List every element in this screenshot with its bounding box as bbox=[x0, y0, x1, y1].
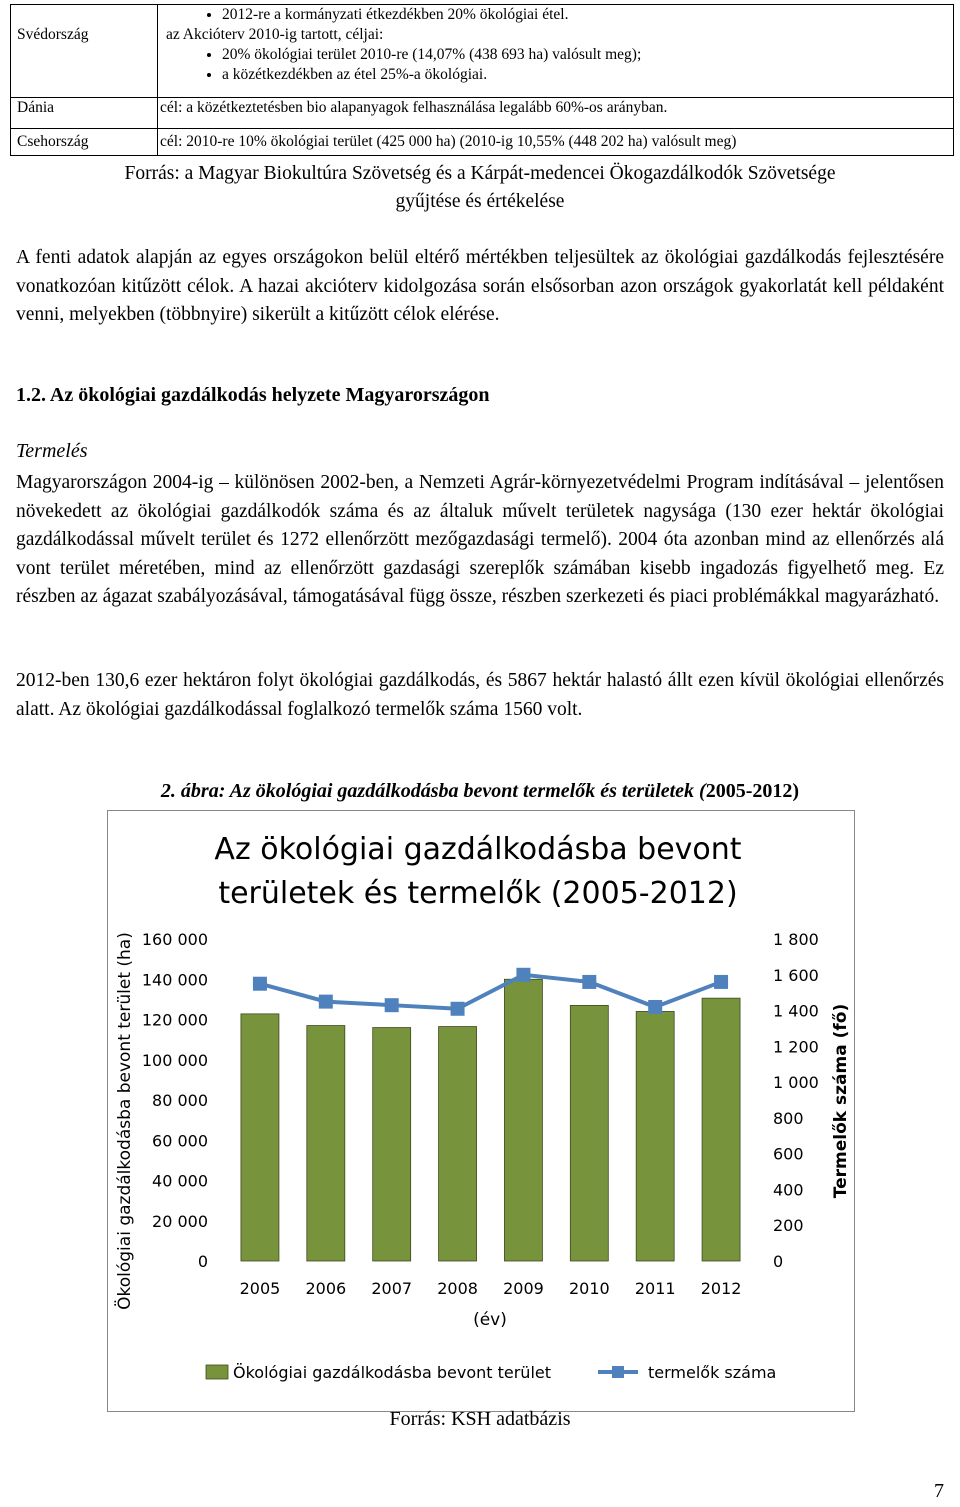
x-tick-label: 2012 bbox=[700, 1279, 742, 1298]
source-line: Forrás: a Magyar Biokultúra Szövetség és a Kárpát-medencei Ökogazdálkodók Szövetsége bbox=[124, 163, 836, 184]
bar bbox=[373, 1028, 411, 1261]
x-tick-label: 2006 bbox=[305, 1279, 347, 1298]
line-point bbox=[253, 977, 267, 991]
goal-bullet: • 2012-re a kormányzati étkezdékben 20% ökológiai étel. bbox=[222, 5, 953, 25]
legend-line-marker bbox=[612, 1366, 624, 1378]
plot-area bbox=[142, 930, 819, 1298]
line-point bbox=[385, 998, 399, 1012]
y-right-tick-label: 400 bbox=[773, 1180, 804, 1200]
y-left-tick-label: 20 000 bbox=[152, 1211, 208, 1231]
bar bbox=[504, 979, 542, 1261]
chart-title-line-1: Az ökológiai gazdálkodásba bevont bbox=[214, 832, 742, 867]
bar bbox=[570, 1005, 608, 1261]
figure-close: ) bbox=[792, 780, 800, 802]
country-cell bbox=[11, 5, 158, 98]
table-source bbox=[0, 160, 960, 216]
section-heading: 1.2. Az ökológiai gazdálkodás helyzete Magyarországon bbox=[16, 384, 490, 406]
table-row bbox=[11, 5, 954, 98]
y-left-tick-label: 40 000 bbox=[152, 1171, 208, 1191]
goals-cell bbox=[158, 5, 954, 98]
table-row bbox=[11, 129, 954, 156]
country-name-czechia: Csehország bbox=[17, 133, 89, 150]
x-tick-label: 2005 bbox=[239, 1279, 281, 1298]
y-right-tick-label: 1 400 bbox=[773, 1001, 819, 1021]
bar bbox=[439, 1027, 477, 1261]
goal-intro: az Akcióterv 2010-ig tartott, céljai: bbox=[166, 26, 384, 43]
country-name-sweden: Svédország bbox=[17, 26, 89, 43]
country-cell bbox=[11, 129, 158, 156]
bar bbox=[636, 1011, 674, 1261]
goals-cell bbox=[158, 129, 954, 156]
bar bbox=[241, 1014, 279, 1261]
legend-bar-swatch bbox=[206, 1365, 228, 1379]
line-point bbox=[516, 968, 530, 982]
country-cell bbox=[11, 98, 158, 129]
subheading: Termelés bbox=[16, 440, 88, 462]
country-goals-table bbox=[10, 4, 954, 156]
legend-bar-label: Ökológiai gazdálkodásba bevont terület bbox=[233, 1363, 551, 1382]
chart bbox=[108, 811, 854, 1411]
y-left-tick-label: 100 000 bbox=[141, 1050, 208, 1070]
paragraph: Magyarországon 2004-ig – különösen 2002-ben, a Nemzeti Agrár-környezetvédelmi Program indításával – jelentősen növekedett az ökológiai gazdálkodók száma és az általuk művelt területek nagysága (130 ezer hektár ökológiai gazdálkodással művelt terület és 1272 ellenőrzött mezőgazdasági termelő). 2004 óta azonban mind az ellenőrzés alá vont terület méretében, mind az ellenőrzött gazdasági szereplők számában kisebb ingadozás figyelhető meg. Ez részben az ágazat szabályozásával, támogatásával függ össze, részben szerkezeti és piaci problémákkal magyarázható. bbox=[16, 472, 944, 607]
y-left-tick-label: 0 bbox=[197, 1252, 208, 1271]
y-right-tick-label: 800 bbox=[773, 1108, 804, 1128]
y-axis-right-label: Termelők száma (fő) bbox=[831, 1003, 851, 1199]
country-name-denmark: Dánia bbox=[17, 99, 55, 116]
y-left-tick-label: 160 000 bbox=[141, 930, 208, 949]
figure-years: 2005-2012 bbox=[705, 780, 793, 802]
paragraph: 2012-ben 130,6 ezer hektáron folyt ökológiai gazdálkodás, és 5867 hektár halastó állt ezen kívül ökológiai ellenőrzés alatt. Az ökológiai gazdálkodással foglalkozó termelők száma 1560 volt. bbox=[16, 670, 944, 720]
line-point bbox=[451, 1002, 465, 1016]
bar bbox=[307, 1026, 345, 1261]
figure-number: 2. ábra: bbox=[160, 780, 226, 802]
goals-cell bbox=[158, 98, 954, 129]
line-point bbox=[714, 975, 728, 989]
bar bbox=[702, 998, 740, 1261]
x-tick-label: 2011 bbox=[634, 1279, 676, 1298]
goal-bullet: • a közétkezdékben az étel 25%-a ökológiai. bbox=[222, 65, 953, 85]
x-axis-label: (év) bbox=[473, 1310, 507, 1330]
y-axis-left-label: Ökológiai gazdálkodásba bevont terület (ha) bbox=[115, 932, 135, 1310]
y-right-tick-label: 1 000 bbox=[773, 1073, 819, 1093]
y-right-tick-label: 1 200 bbox=[773, 1037, 819, 1057]
line-point bbox=[648, 1000, 662, 1014]
goal-bullet: • 20% ökológiai terület 2010-re (14,07% (438 693 ha) valósult meg); bbox=[222, 45, 953, 65]
x-tick-label: 2009 bbox=[503, 1279, 544, 1298]
line-point bbox=[319, 995, 333, 1009]
figure-caption bbox=[0, 780, 960, 803]
y-left-tick-label: 120 000 bbox=[141, 1010, 208, 1030]
goal-text: cél: a közétkeztetésben bio alapanyagok felhasználása legalább 60%-os arányban. bbox=[160, 99, 668, 116]
source-line: gyűjtése és értékelése bbox=[395, 191, 565, 212]
page-number: 7 bbox=[934, 1480, 944, 1502]
paragraph: A fenti adatok alapján az egyes országokon belül eltérő mértékben teljesültek az ökológiai gazdálkodás fejlesztésére vonatkozóan kitűzött célok. A hazai akcióterv kidolgozása során elsősorban azon országok gyakorlatát kell példaként venni, melyekben (többnyire) sikerült a kitűzött célok elérése. bbox=[16, 247, 944, 325]
legend-line-label: termelők száma bbox=[648, 1363, 777, 1382]
chart-frame bbox=[107, 810, 855, 1412]
legend bbox=[206, 1363, 776, 1382]
goal-text: cél: 2010-re 10% ökológiai terület (425 000 ha) (2010-ig 10,55% (448 202 ha) valósult meg) bbox=[160, 133, 737, 150]
y-left-tick-label: 60 000 bbox=[152, 1131, 208, 1151]
x-tick-label: 2007 bbox=[371, 1279, 413, 1298]
y-left-tick-label: 80 000 bbox=[152, 1091, 208, 1110]
y-right-tick-label: 1 800 bbox=[773, 930, 819, 949]
chart-title-line-2: területek és termelők (2005-2012) bbox=[218, 876, 738, 911]
chart-source: Forrás: KSH adatbázis bbox=[389, 1408, 571, 1430]
y-left-tick-label: 140 000 bbox=[141, 970, 208, 990]
x-tick-label: 2008 bbox=[437, 1279, 478, 1298]
x-tick-label: 2010 bbox=[568, 1279, 610, 1298]
y-right-tick-label: 0 bbox=[773, 1252, 784, 1271]
y-right-tick-label: 1 600 bbox=[773, 965, 819, 985]
y-right-tick-label: 200 bbox=[773, 1216, 804, 1236]
y-right-tick-label: 600 bbox=[773, 1144, 804, 1164]
line-point bbox=[582, 975, 596, 989]
figure-title: Az ökológiai gazdálkodásba bevont termelők és területek ( bbox=[225, 780, 706, 802]
table-row bbox=[11, 98, 954, 129]
